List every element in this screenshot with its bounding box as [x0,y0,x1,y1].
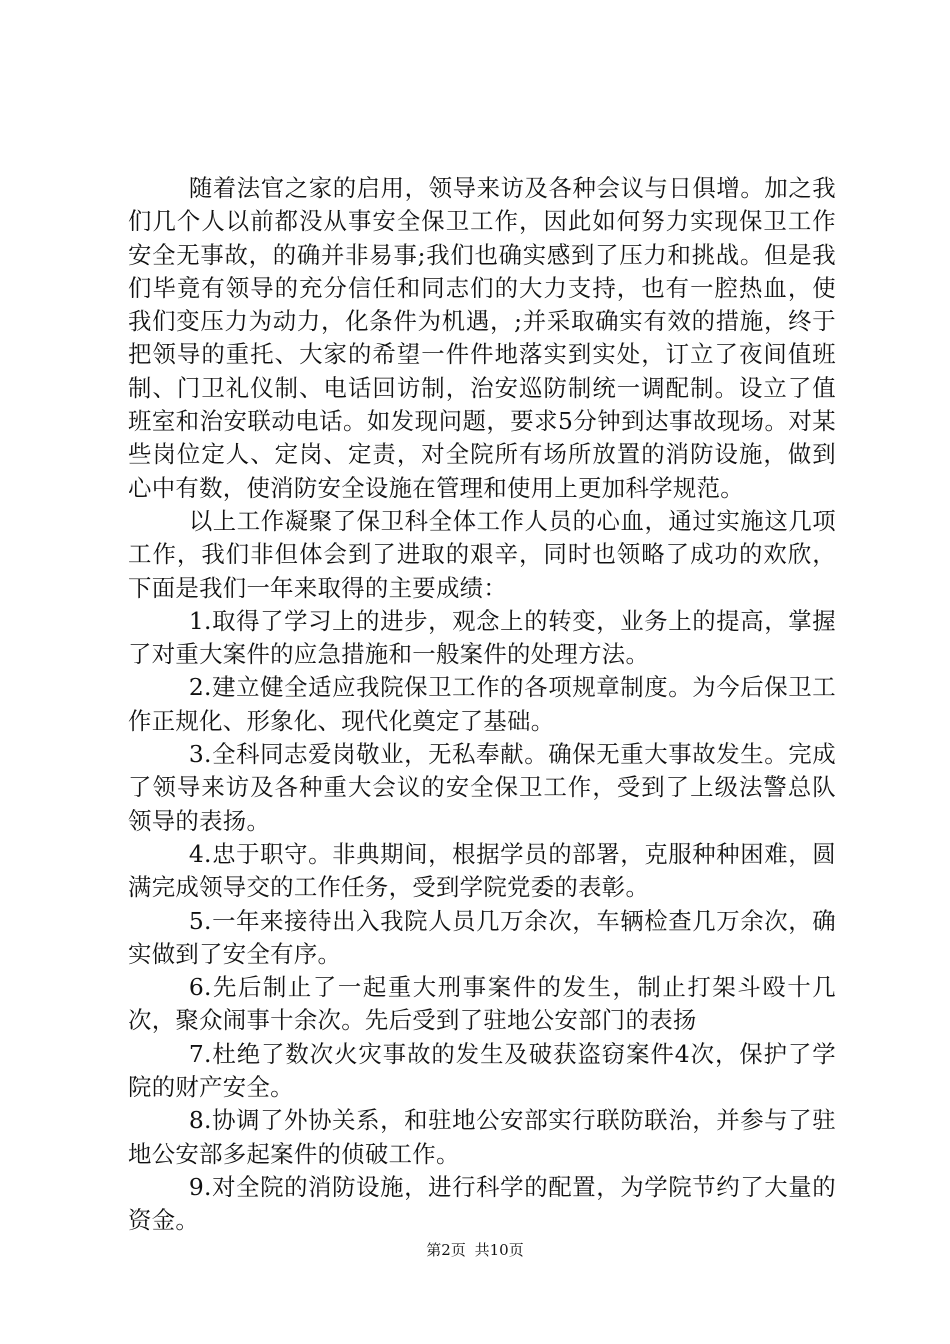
achievement-item-2: 2.建立健全适应我院保卫工作的各项规章制度。为今后保卫工作正规化、形象化、现代化奠定了基础。 [128,673,836,735]
paragraph-summary: 以上工作凝聚了保卫科全体工作人员的心血，通过实施这几项工作，我们非但体会到了进取的艰辛，同时也领略了成功的欢欣，下面是我们一年来取得的主要成绩： [128,506,836,602]
achievement-item-5: 5.一年来接待出入我院人员几万余次，车辆检查几万余次，确实做到了安全有序。 [128,906,836,968]
achievement-item-7: 7.杜绝了数次火灾事故的发生及破获盗窃案件4次，保护了学院的财产安全。 [128,1039,836,1102]
page-total: 共10页 [474,1241,524,1259]
page-footer [0,1240,950,1260]
achievement-item-6: 6.先后制止了一起重大刑事案件的发生，制止打架斗殴十几次，聚众闹事十余次。先后受到了驻地公安部门的表扬 [128,973,836,1035]
paragraph-intro: 随着法官之家的启用，领导来访及各种会议与日俱增。加之我们几个人以前都没从事安全保卫工作，因此如何努力实现保卫工作安全无事故，的确并非易事;我们也确实感到了压力和挑战。但是我们毕竟有领导的充分信任和同志们的大力支持，也有一腔热血，使我们变压力为动力，化条件为机遇，;并采取确实有效的措施，终于把领导的重托、大家的希望一件件地落实到实处，订立了夜间值班制、门卫礼仪制、电话回访制，治安巡防制统一调配制。设立了值班室和治安联动电话。如发现问题，要求5分钟到达事故现场。对某些岗位定人、定岗、定责，对全院所有场所放置的消防设施，做到心中有数，使消防安全设施在管理和使用上更加科学规范。 [128,174,836,502]
achievement-item-4: 4.忠于职守。非典期间，根据学员的部署，克服种种困难，圆满完成领导交的工作任务，受到学院党委的表彰。 [128,839,836,902]
document-body [128,172,836,1238]
achievement-item-9: 9.对全院的消防设施，进行科学的配置，为学院节约了大量的资金。 [128,1172,836,1235]
page-number: 第2页 [426,1241,466,1259]
achievement-item-8: 8.协调了外协关系，和驻地公安部实行联防联治，并参与了驻地公安部多起案件的侦破工作。 [128,1106,836,1168]
achievement-item-3: 3.全科同志爱岗敬业，无私奉献。确保无重大事故发生。完成了领导来访及各种重大会议的安全保卫工作，受到了上级法警总队领导的表扬。 [128,740,836,835]
achievement-item-1: 1.取得了学习上的进步，观念上的转变，业务上的提高，掌握了对重大案件的应急措施和一般案件的处理方法。 [128,606,836,669]
